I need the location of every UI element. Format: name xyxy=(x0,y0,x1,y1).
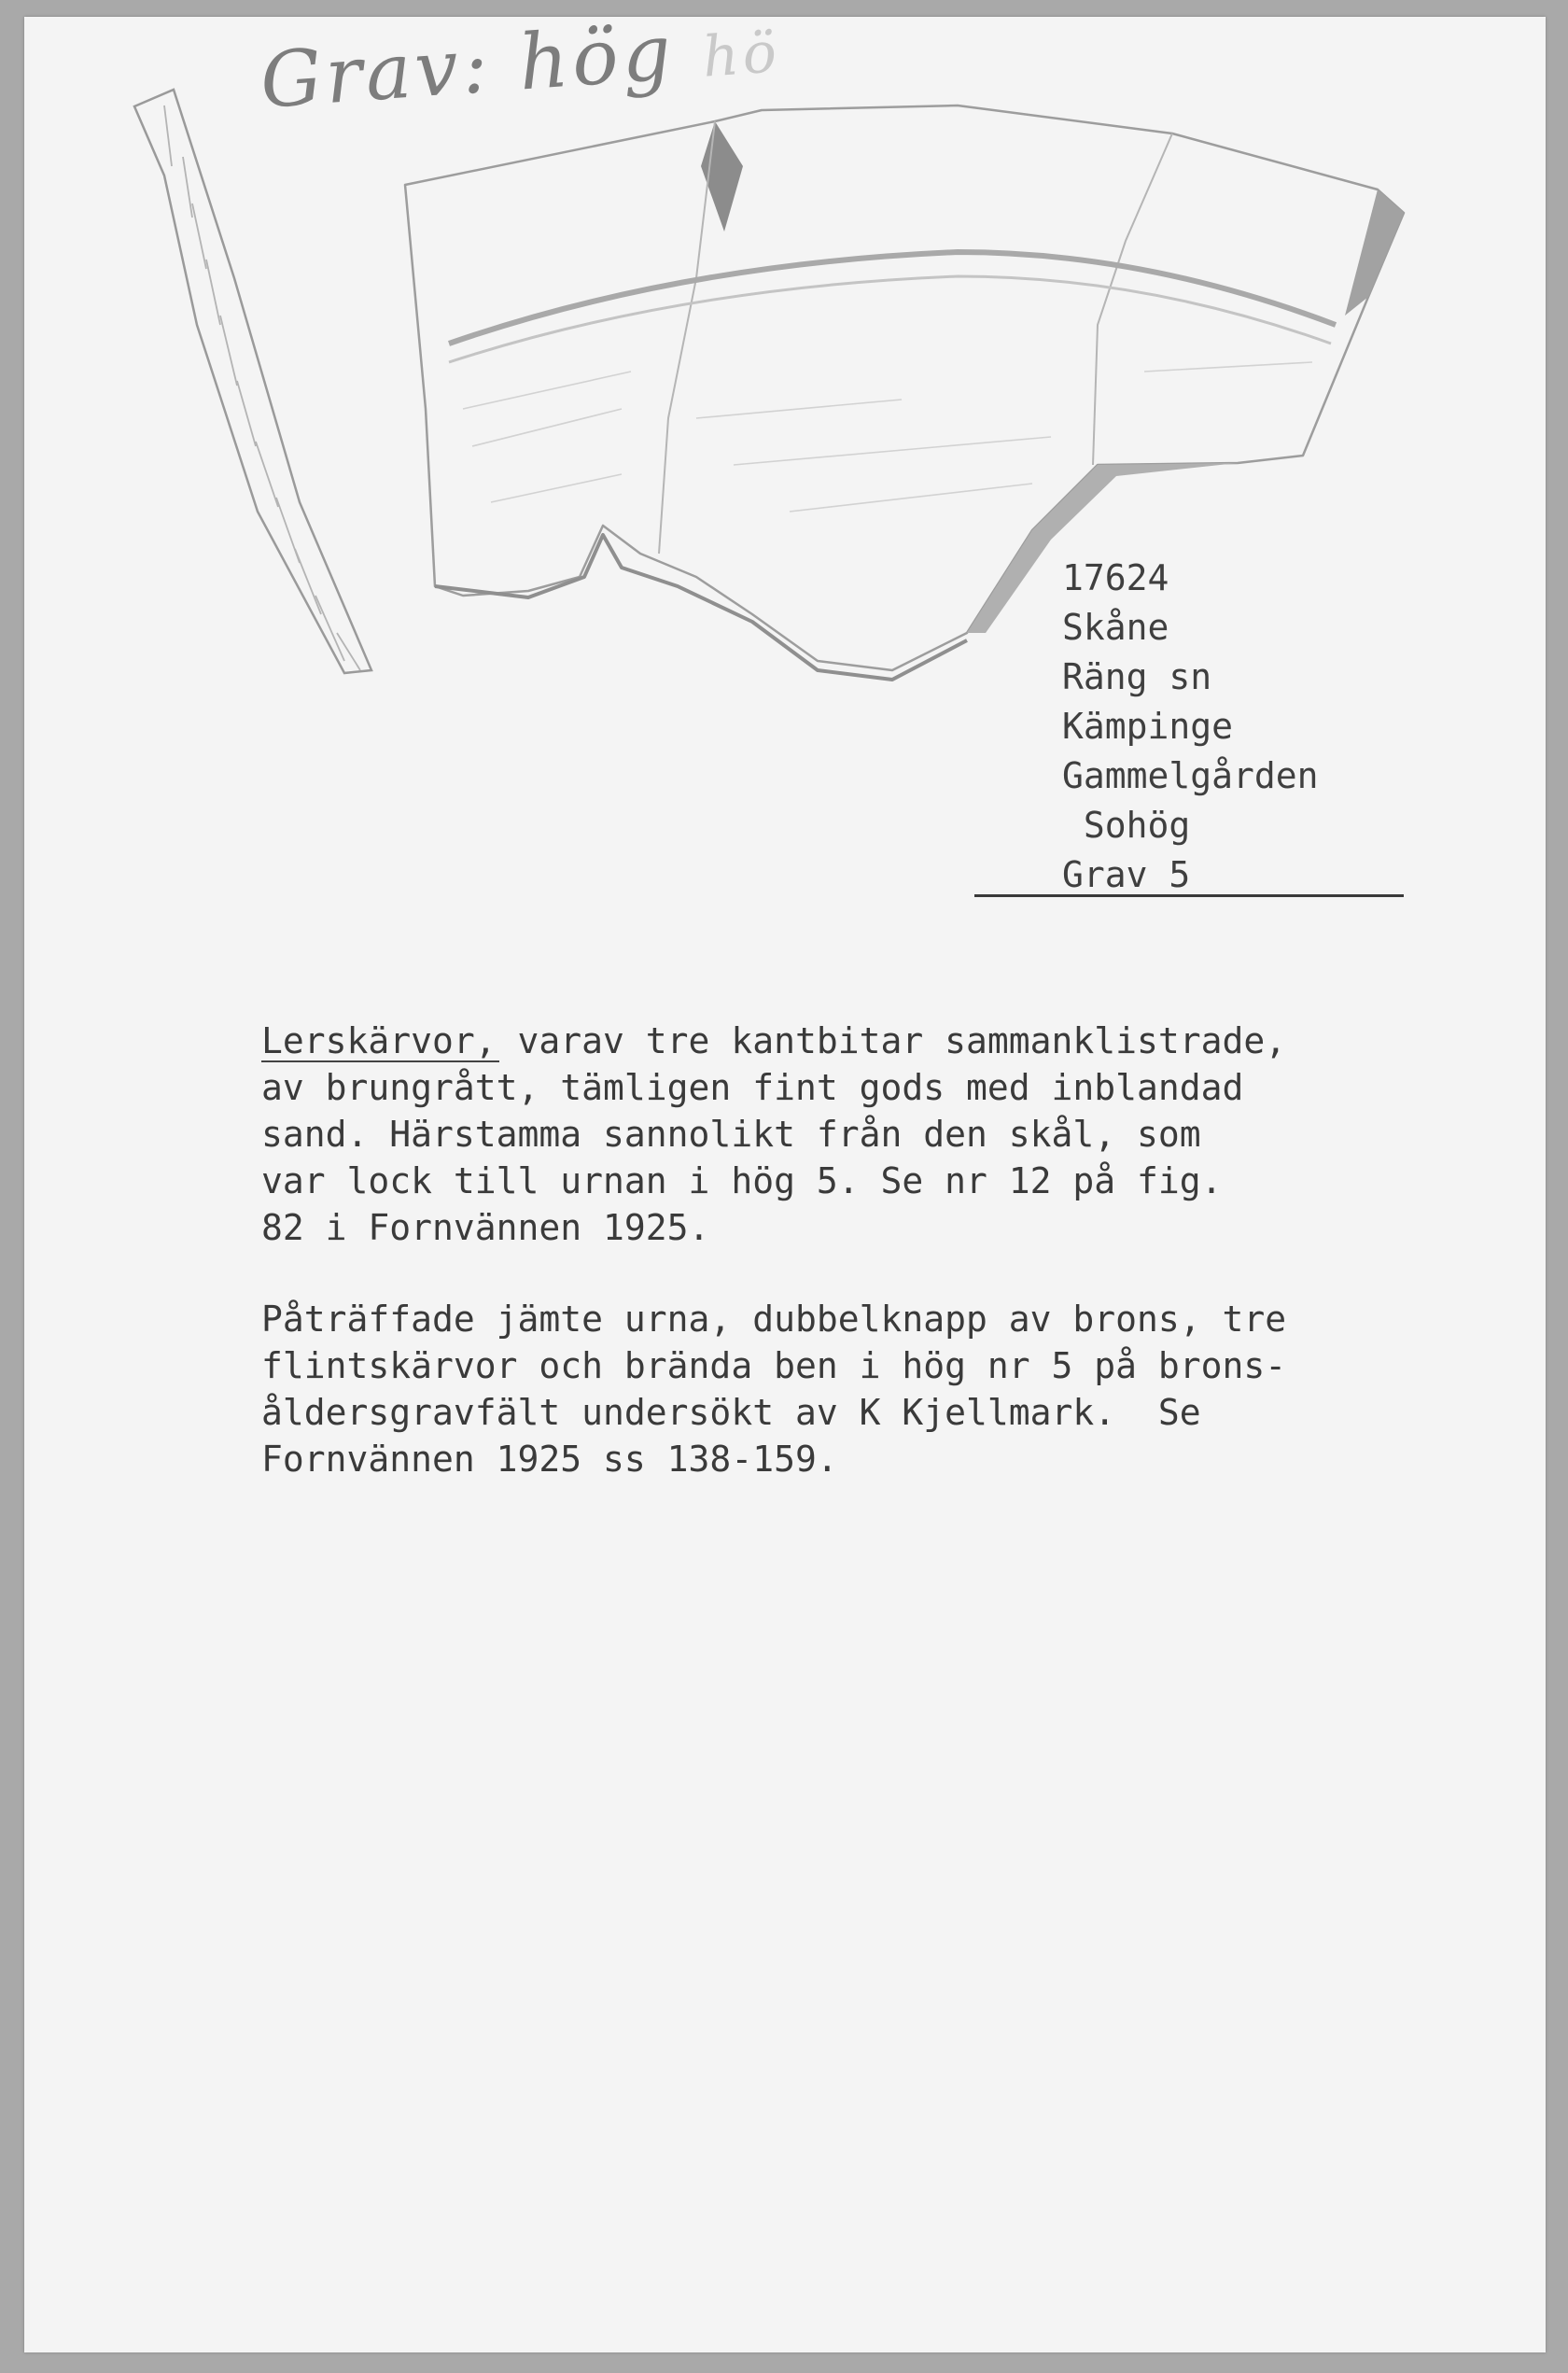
description-paragraph-2 xyxy=(261,1296,1286,1482)
description-line: Fornvännen 1925 ss 138-159. xyxy=(261,1439,838,1480)
catalog-number: 17624 xyxy=(1062,557,1169,598)
description-line: av brungrått, tämligen fint gods med inblandad xyxy=(261,1067,1244,1108)
description-line: åldersgravfält undersökt av K Kjellmark. Se xyxy=(261,1392,1201,1433)
handwritten-heading-text: Grav: hög xyxy=(258,8,678,126)
description-line: var lock till urnan i hög 5. Se nr 12 på fig. xyxy=(261,1160,1223,1201)
catalog-site: Sohög xyxy=(1062,805,1191,846)
catalog-parish: Räng sn xyxy=(1062,656,1212,697)
catalog-village: Kämpinge xyxy=(1062,706,1234,747)
catalog-card xyxy=(24,8,1546,2352)
catalog-province: Skåne xyxy=(1062,607,1169,648)
description-line: flintskärvor och brända ben i hög nr 5 på brons- xyxy=(261,1345,1287,1386)
handwritten-faint-text: hö xyxy=(700,20,783,91)
catalog-grave: Grav 5 xyxy=(1062,854,1191,895)
catalog-label xyxy=(1062,554,1319,900)
catalog-divider xyxy=(974,894,1404,897)
description-line: sand. Härstamma sannolikt från den skål, som xyxy=(261,1114,1201,1155)
rim-profile-drawing xyxy=(134,90,371,673)
description-paragraph-1 xyxy=(261,1018,1286,1251)
catalog-farm: Gammelgården xyxy=(1062,755,1319,796)
term-underline xyxy=(261,1060,499,1062)
description-line: Påträffade jämte urna, dubbelknapp av brons, tre xyxy=(261,1299,1287,1340)
description-line: Lerskärvor, varav tre kantbitar sammanklistrade, xyxy=(261,1020,1287,1061)
description-line: 82 i Fornvännen 1925. xyxy=(261,1207,710,1248)
